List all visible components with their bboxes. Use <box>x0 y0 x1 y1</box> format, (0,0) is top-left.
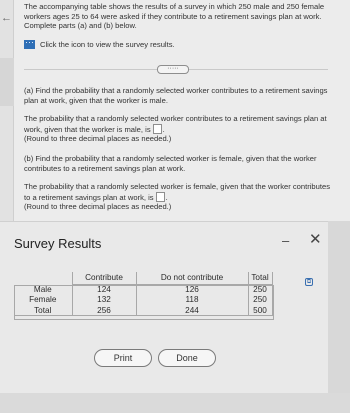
minimize-icon[interactable]: – <box>282 233 290 248</box>
part-a-answer-input[interactable] <box>153 124 162 134</box>
cell-not-contribute: 244 <box>136 305 248 316</box>
table-header-not-contribute: Do not contribute <box>136 272 248 284</box>
part-b-answer-line <box>24 182 332 202</box>
table-row <box>14 305 272 316</box>
copy-icon[interactable]: ⧉ <box>306 279 312 285</box>
part-b-answer-text: The probability that a randomly selected worker is female, given that the worker contributes to a retirement savings plan at work, is <box>24 182 331 202</box>
survey-results-dialog <box>0 221 328 393</box>
cell-total: 500 <box>248 305 272 316</box>
part-b-question: (b) Find the probability that a randomly selected worker is female, given that the worker contributes to a retirement savings plan at work. <box>24 154 317 173</box>
cell-contribute: 124 <box>72 284 136 295</box>
period: . <box>165 192 168 202</box>
print-button[interactable]: Print <box>94 349 152 367</box>
row-label: Female <box>29 295 57 305</box>
period: . <box>162 124 165 134</box>
part-a-answer-text: The probability that a randomly selected worker contributes to a retirement savings plan at work, given that the worker is male, is <box>24 114 327 134</box>
view-data-row[interactable] <box>24 40 175 50</box>
part-a-round-note: (Round to three decimal places as needed.) <box>24 134 172 143</box>
modal-bottom-edge <box>0 393 350 413</box>
table-row <box>14 284 272 295</box>
done-button[interactable]: Done <box>158 349 216 367</box>
row-label: Male <box>33 284 52 294</box>
strip-selection <box>0 58 14 106</box>
more-button[interactable]: ····· <box>157 65 189 74</box>
cell-total: 250 <box>248 284 272 295</box>
cell-contribute: 256 <box>72 305 136 316</box>
modal-shadow <box>328 221 350 413</box>
table-header-contribute: Contribute <box>72 272 136 284</box>
close-icon[interactable]: ✕ <box>309 231 322 248</box>
cell-not-contribute: 118 <box>136 295 248 306</box>
table-header-total: Total <box>248 272 272 284</box>
cell-total: 250 <box>248 295 272 306</box>
cell-not-contribute: 126 <box>136 284 248 295</box>
survey-table <box>14 272 273 316</box>
table-header-empty <box>14 272 72 284</box>
row-label: Total <box>14 305 72 316</box>
back-arrow-icon[interactable]: ← <box>1 12 12 24</box>
table-row <box>14 295 272 306</box>
dialog-title: Survey Results <box>14 236 102 251</box>
view-data-text: Click the icon to view the survey results. <box>40 40 175 49</box>
table-header-row <box>14 272 272 284</box>
part-a-answer-line <box>24 114 332 134</box>
part-a-question: (a) Find the probability that a randomly selected worker contributes to a retirement savings plan at work, given that the worker is male. <box>24 86 328 105</box>
part-b-round-note: (Round to three decimal places as needed.) <box>24 202 172 211</box>
cell-contribute: 132 <box>72 295 136 306</box>
part-b-answer-input[interactable] <box>156 192 165 202</box>
question-intro: The accompanying table shows the results of a survey in which 250 male and 250 female workers ages 25 to 64 were asked if they contribute to a retirement savings plan at work. Complete parts (a) and (b) below. <box>24 2 325 31</box>
table-icon[interactable] <box>24 40 35 49</box>
